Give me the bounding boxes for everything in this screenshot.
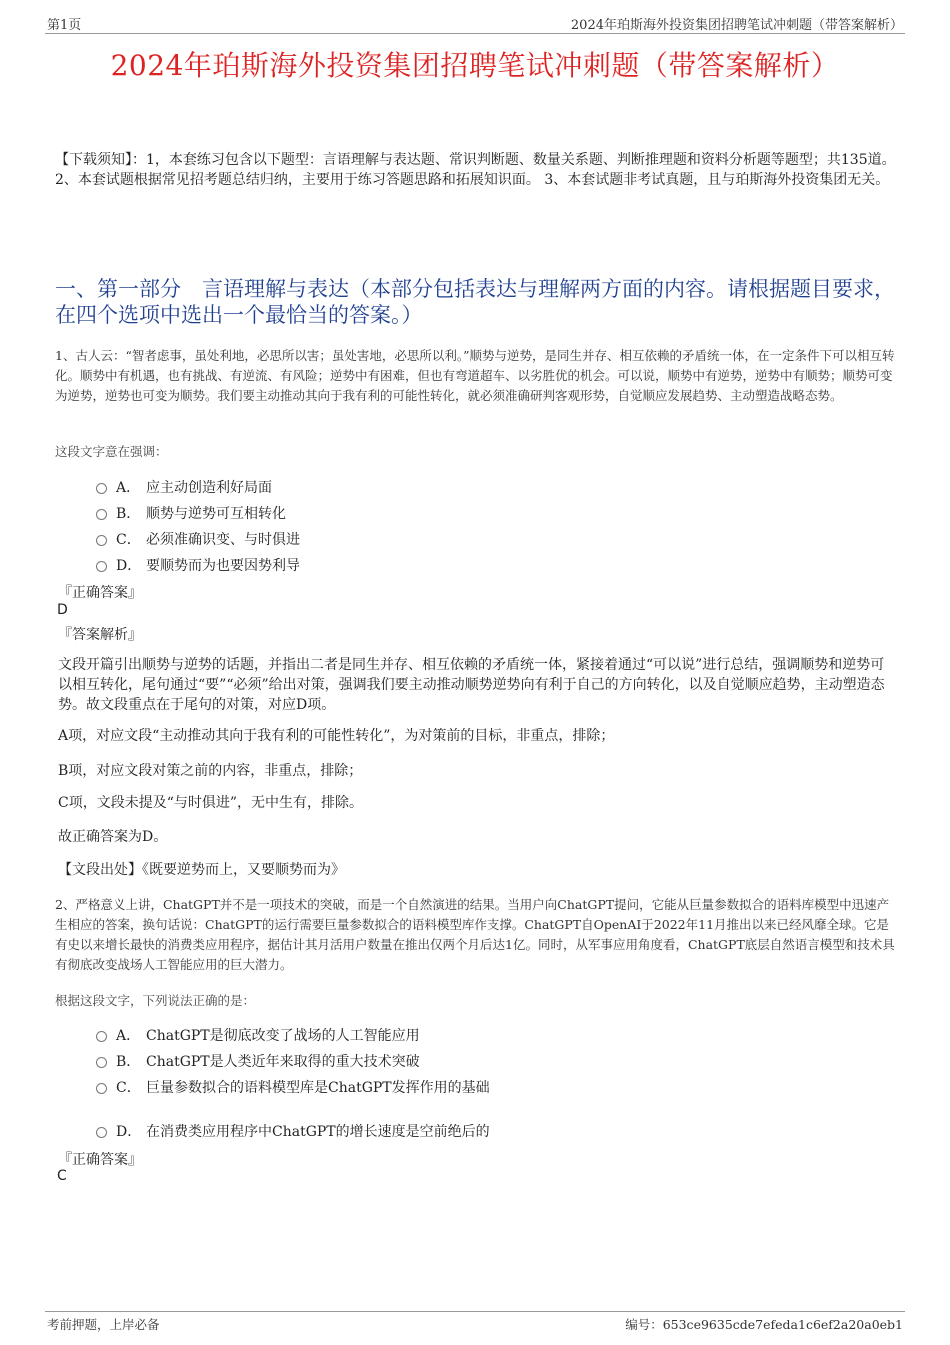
header-divider xyxy=(45,33,905,34)
radio-icon[interactable] xyxy=(96,1057,107,1068)
option-text: ChatGPT是人类近年来取得的重大技术突破 xyxy=(146,1054,420,1070)
option-text: 应主动创造利好局面 xyxy=(146,480,272,496)
question-1-answer: D xyxy=(57,602,68,618)
download-notice: 【下载须知】：1，本套练习包含以下题型：言语理解与表达题、常识判断题、数量关系题、判断推理题和资料分析题等题型；共135道。 2、本套试题根据常见招考题总结归纳，主要用于练习答题思路和拓展知识面。 3、本套试题非考试真题，且与珀斯海外投资集团无关。 xyxy=(55,152,896,188)
section-heading: 一、第一部分 言语理解与表达（本部分包括表达与理解两方面的内容。请根据题目要求，在四个选项中选出一个最恰当的答案。） xyxy=(55,277,895,327)
option-letter: C． xyxy=(116,532,141,548)
question-1-conclusion: 故正确答案为D。 xyxy=(58,829,168,845)
question-2-option-a[interactable] xyxy=(96,1025,420,1045)
option-text: 顺势与逆势可互相转化 xyxy=(146,506,286,522)
question-1-analysis-b: B项，对应文段对策之前的内容，非重点，排除； xyxy=(58,763,363,779)
question-1-stem: 1、古人云：“智者虑事，虽处利地，必思所以害；虽处害地，必思所以利。”顺势与逆势，是同生并存、相互依赖的矛盾统一体，在一定条件下可以相互转化。顺势中有机遇，也有挑战、有逆流、有风险；逆势中有困难，但也有弯道超车、以劣胜优的机会。可以说，顺势中有逆势，逆势中有顺势；顺势可变为逆势，逆势也可变为顺势。我们要主动推动其向于我有利的可能性转化，就必须准确研判客观形势，自觉顺应发展趋势、主动塑造战略态势。 xyxy=(55,348,895,403)
option-letter: B． xyxy=(116,1054,141,1070)
footer-divider xyxy=(45,1311,905,1312)
radio-icon[interactable] xyxy=(96,561,107,572)
radio-icon[interactable] xyxy=(96,1127,107,1138)
radio-icon[interactable] xyxy=(96,535,107,546)
question-1-analysis-c: C项，文段未提及“与时俱进”，无中生有，排除。 xyxy=(58,795,364,811)
option-text: 在消费类应用程序中ChatGPT的增长速度是空前绝后的 xyxy=(146,1124,490,1140)
question-2-option-b[interactable] xyxy=(96,1051,420,1071)
option-letter: A． xyxy=(116,480,141,496)
question-1-analysis-summary: 文段开篇引出顺势与逆势的话题，并指出二者是同生并存、相互依赖的矛盾统一体，紧接着通过“可以说”进行总结，强调顺势和逆势可以相互转化，尾句通过“要”“必须”给出对策，强调我们要主动推动顺势逆势向有利于自己的方向转化，以及自觉顺应趋势，主动塑造态势。故文段重点在于尾句的对策，对应D项。 xyxy=(58,657,885,713)
document-title: 2024年珀斯海外投资集团招聘笔试冲刺题（带答案解析） xyxy=(110,49,840,82)
document-id: 编号：653ce9635cde7efeda1c6ef2a20a0eb1 xyxy=(625,1317,903,1332)
option-letter: A． xyxy=(116,1028,141,1044)
footer-slogan: 考前押题，上岸必备 xyxy=(47,1317,160,1332)
question-1-option-a[interactable] xyxy=(96,477,272,497)
question-2-answer: C xyxy=(57,1168,67,1184)
question-2-prompt: 根据这段文字，下列说法正确的是： xyxy=(55,993,256,1008)
running-title: 2024年珀斯海外投资集团招聘笔试冲刺题（带答案解析） xyxy=(570,18,903,33)
option-letter: B． xyxy=(116,506,141,522)
question-1-analysis-a: A项，对应文段“主动推动其向于我有利的可能性转化”，为对策前的目标，非重点，排除； xyxy=(58,728,615,744)
radio-icon[interactable] xyxy=(96,1031,107,1042)
option-text: 巨量参数拟合的语料模型库是ChatGPT发挥作用的基础 xyxy=(146,1080,490,1096)
question-2-option-c[interactable] xyxy=(96,1077,490,1097)
question-1-source: 【文段出处】《既要逆势而上，又要顺势而为》 xyxy=(58,862,345,878)
question-2-stem: 2、严格意义上讲，ChatGPT并不是一项技术的突破，而是一个自然演进的结果。当用户向ChatGPT提问，它能从巨量参数拟合的语料库模型中迅速产生相应的答案，换句话说：ChatGPT的运行需要巨量参数拟合的语料模型库作支撑。ChatGPT自OpenAI于2022年11月推出以来已经风靡全球。它是有史以来增长最快的消费类应用程序，据估计其月活用户数量在推出仅两个月后达1亿。同时，从军事应用角度看，ChatGPT底层自然语言模型和技术具有彻底改变战场人工智能应用的巨大潜力。 xyxy=(55,897,895,972)
option-letter: D． xyxy=(116,1124,142,1140)
radio-icon[interactable] xyxy=(96,509,107,520)
question-1-answer-label: 『正确答案』 xyxy=(58,585,142,601)
radio-icon[interactable] xyxy=(96,1083,107,1094)
option-text: ChatGPT是彻底改变了战场的人工智能应用 xyxy=(146,1028,420,1044)
radio-icon[interactable] xyxy=(96,483,107,494)
question-1-option-c[interactable] xyxy=(96,529,300,549)
option-text: 要顺势而为也要因势利导 xyxy=(146,558,300,574)
question-1-prompt: 这段文字意在强调： xyxy=(55,444,168,459)
question-2-option-d[interactable] xyxy=(96,1121,490,1141)
question-1-option-b[interactable] xyxy=(96,503,286,523)
option-letter: C． xyxy=(116,1080,141,1096)
question-1-analysis-label: 『答案解析』 xyxy=(58,627,142,643)
question-1-option-d[interactable] xyxy=(96,555,300,575)
option-letter: D． xyxy=(116,558,142,574)
page-number: 第1页 xyxy=(47,18,82,33)
option-text: 必须准确识变、与时俱进 xyxy=(146,532,300,548)
question-2-answer-label: 『正确答案』 xyxy=(58,1152,142,1168)
